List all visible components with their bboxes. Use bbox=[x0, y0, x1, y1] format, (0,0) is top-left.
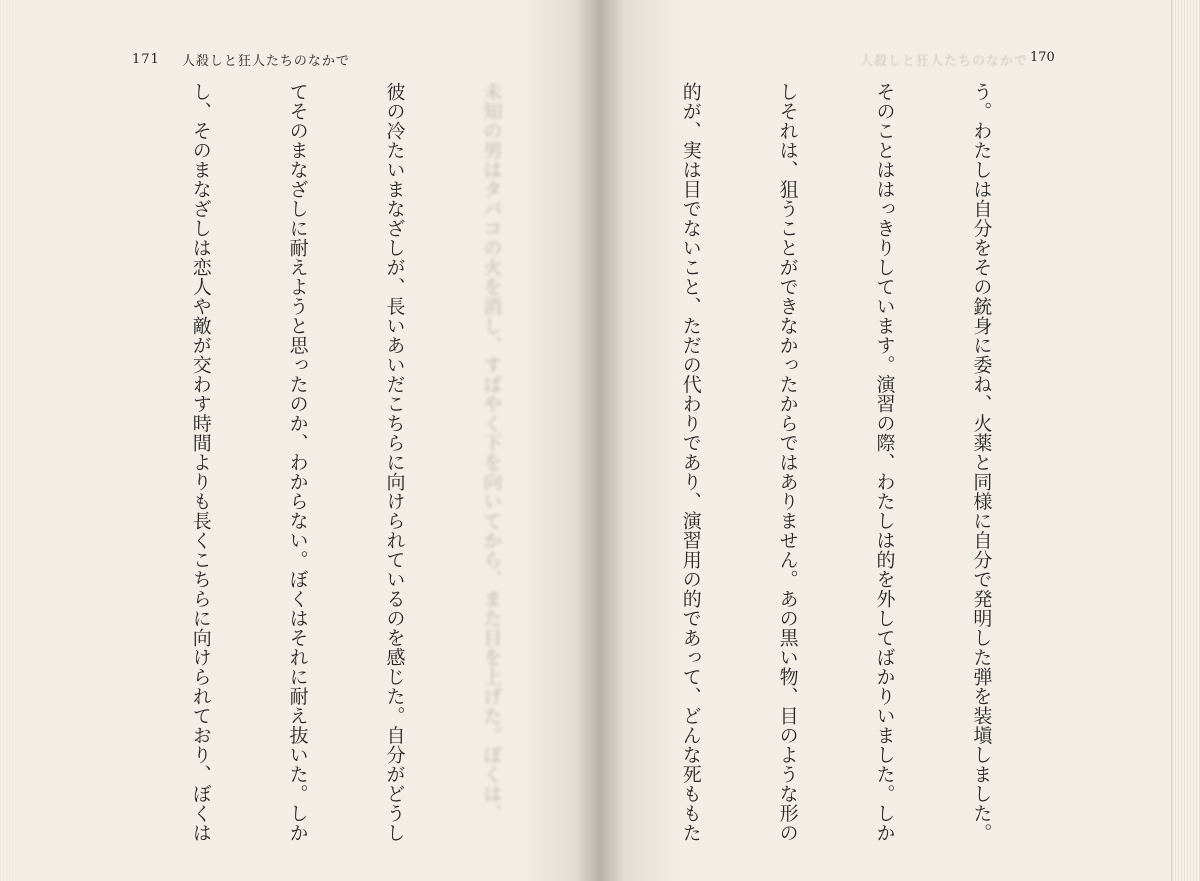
left-running-title: 人殺しと狂人たちのなかで bbox=[181, 54, 350, 69]
left-page-number: 171 bbox=[132, 52, 160, 67]
text-line: し、そのまなざしは恋人や敵が交わす時間よりも長くこちらに向けられており、ぼくは bbox=[189, 82, 212, 842]
right-page-header bbox=[860, 50, 1028, 69]
text-line: そのことははっきりしています。演習の際、わたしは的を外してばかりいました。しか bbox=[873, 82, 896, 842]
text-line: う。わたしは自分をその銃身に委ね、火薬と同様に自分で発明した弾を装塡しました。 bbox=[970, 82, 993, 842]
right-page-number: 170 bbox=[1030, 50, 1055, 65]
right-page-body bbox=[132, 82, 572, 842]
text-line: 未知の男はタバコの火を消し、すばやく下を向いてから、また目を上げた。ぼくは、 bbox=[480, 82, 503, 823]
text-line: てそのまなざしに耐えようと思ったのか、わからない。ぼくはそれに耐え抜いた。しか bbox=[286, 82, 309, 842]
page-edge-left bbox=[0, 0, 14, 881]
text-line: 彼の冷たいまなざしが、長いあいだこちらに向けられているのを感じた。自分がどうし bbox=[383, 82, 406, 842]
left-page-body bbox=[612, 82, 1062, 842]
text-line: 的が、実は目でないこと、ただの代わりであり、演習用の的であって、どんな死ももた bbox=[679, 82, 702, 842]
page-edge-right bbox=[1171, 0, 1200, 881]
left-page-header bbox=[132, 50, 350, 69]
right-running-title: 人殺しと狂人たちのなかで bbox=[860, 54, 1029, 69]
text-line: しそれは、狙うことができなかったからではありません。あの黒い物、目のような形の bbox=[776, 82, 799, 842]
